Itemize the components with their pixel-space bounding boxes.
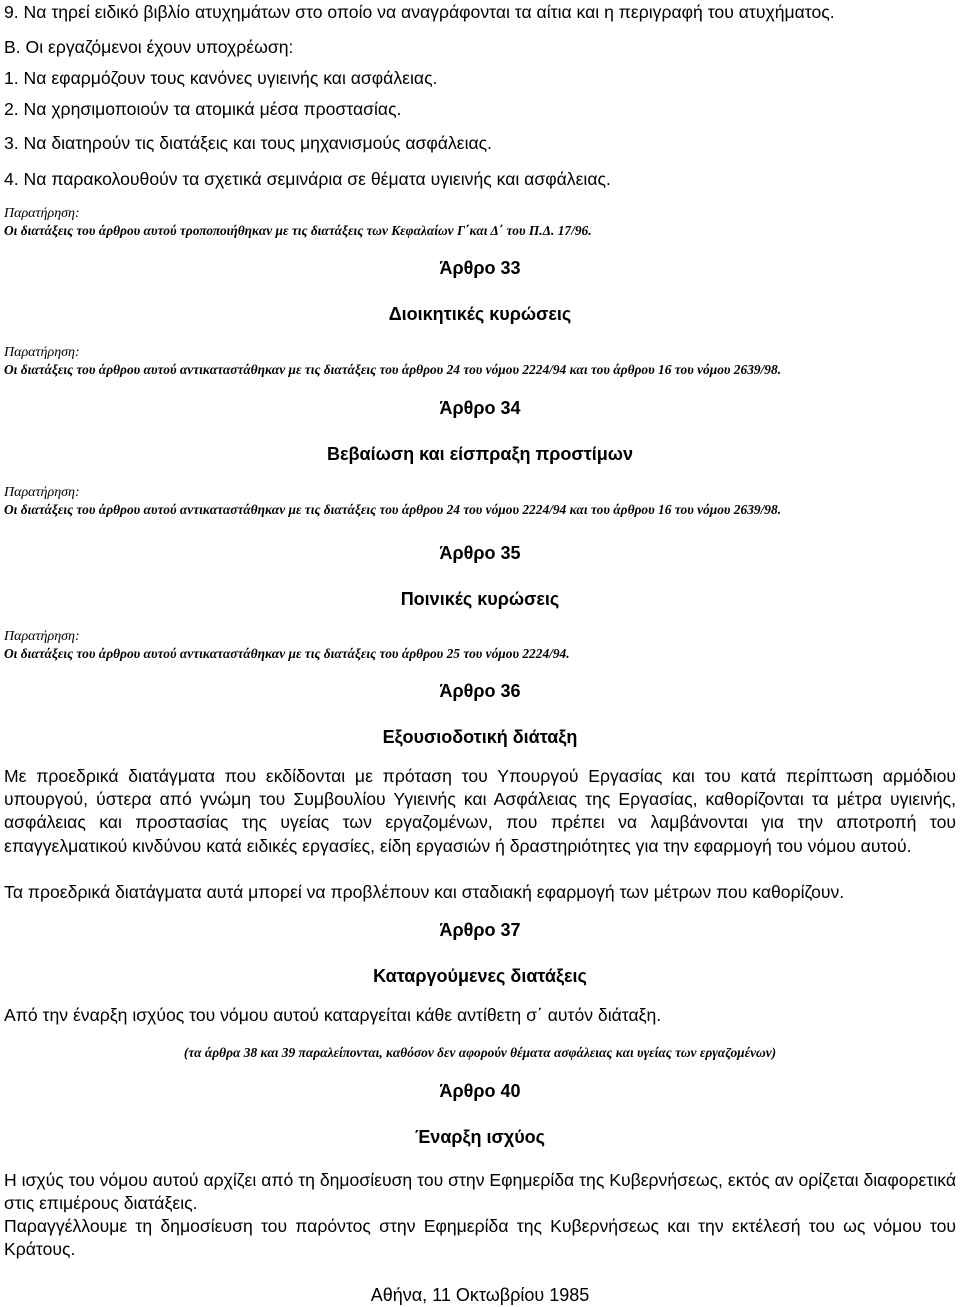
- article-title: Βεβαίωση και είσπραξη προστίμων: [327, 444, 633, 464]
- list-item-3: 3. Να διατηρούν τις διατάξεις και τους μηχανισμούς ασφάλειας.: [4, 133, 493, 153]
- article-title: Διοικητικές κυρώσεις: [388, 304, 572, 324]
- article-number: Άρθρο 33: [439, 258, 521, 278]
- list-item-2: 2. Να χρησιμοποιούν τα ατομικά μέσα προστασίας.: [4, 99, 402, 119]
- observation-text: Οι διατάξεις του άρθρου αυτού αντικαταστάθηκαν με τις διατάξεις του άρθρου 25 του νόμου 2224/94.: [4, 646, 570, 661]
- article-title: Εξουσιοδοτική διάταξη: [382, 727, 578, 747]
- observation-label: Παρατήρηση:: [4, 206, 80, 221]
- article-title: Έναρξη ισχύος: [414, 1127, 546, 1147]
- article-number: Άρθρο 37: [439, 920, 521, 940]
- article-number: Άρθρο 40: [439, 1081, 521, 1101]
- article-37-paragraph: Από την έναρξη ισχύος του νόμου αυτού καταργείται κάθε αντίθετη σ΄ αυτόν διάταξη.: [4, 1005, 662, 1025]
- section-b-heading: Β. Οι εργαζόμενοι έχουν υποχρέωση:: [4, 37, 294, 57]
- article-title: Καταργούμενες διατάξεις: [373, 966, 587, 986]
- list-item-4: 4. Να παρακολουθούν τα σχετικά σεμινάρια σε θέματα υγιεινής και ασφάλειας.: [4, 169, 611, 189]
- observation-text: Οι διατάξεις του άρθρου αυτού αντικαταστάθηκαν με τις διατάξεις του άρθρου 24 του νόμου 2224/94 και του άρθρου 16 του νόμου 2639/98.: [4, 502, 782, 517]
- observation-label: Παρατήρηση:: [4, 345, 80, 360]
- omitted-articles-note: (τα άρθρα 38 και 39 παραλείπονται, καθόσον δεν αφορούν θέματα ασφάλειας και υγείας των εργαζομένων): [183, 1045, 777, 1060]
- observation-label: Παρατήρηση:: [4, 485, 80, 500]
- observation-text: Οι διατάξεις του άρθρου αυτού τροποποιήθηκαν με τις διατάξεις των Κεφαλαίων Γ΄και Δ΄ του Π.Δ. 17/96.: [4, 223, 592, 238]
- list-item-1: 1. Να εφαρμόζουν τους κανόνες υγιεινής και ασφάλειας.: [4, 68, 438, 88]
- signature-date: Αθήνα, 11 Οκτωβρίου 1985: [370, 1285, 590, 1305]
- observation-label: Παρατήρηση:: [4, 629, 80, 644]
- list-item-9: 9. Να τηρεί ειδικό βιβλίο ατυχημάτων στο οποίο να αναγράφονται τα αίτια και η περιγραφή του ατυχήματος.: [4, 2, 835, 22]
- article-number: Άρθρο 36: [439, 681, 521, 701]
- article-number: Άρθρο 35: [439, 543, 521, 563]
- article-title: Ποινικές κυρώσεις: [400, 589, 560, 609]
- article-40-paragraph-1: Η ισχύς του νόμου αυτού αρχίζει από τη δημοσίευση του στην Εφημερίδα της Κυβερνήσεως, εκτός αν ορίζεται διαφορετικά στις επιμέρους διατάξεις.: [4, 1170, 956, 1214]
- article-number: Άρθρο 34: [439, 398, 521, 418]
- article-36-paragraph-1: Με προεδρικά διατάγματα που εκδίδονται με πρόταση του Υπουργού Εργασίας και του κατά περίπτωση αρμόδιου υπουργού, ύστερα από γνώμη του Συμβουλίου Υγιεινής και Ασφάλειας της Εργασίας, καθορίζονται τα μέτρα υγιεινής, ασφάλειας και προστασίας της υγείας των εργαζομένων, που πρέπει να λαμβάνονται για την αποτροπή του επαγγελματικού κινδύνου κατά ειδικές εργασίες, είδη εργασιών ή δραστηριότητες για την εφαρμογή του νόμου αυτού.: [4, 766, 956, 856]
- article-36-paragraph-2: Τα προεδρικά διατάγματα αυτά μπορεί να προβλέπουν και σταδιακή εφαρμογή των μέτρων που καθορίζουν.: [4, 882, 845, 902]
- article-40-paragraph-2: Παραγγέλλουμε τη δημοσίευση του παρόντος στην Εφημερίδα της Κυβερνήσεως και την εκτέλεσή του ως νόμου του Κράτους.: [4, 1216, 956, 1260]
- observation-text: Οι διατάξεις του άρθρου αυτού αντικαταστάθηκαν με τις διατάξεις του άρθρου 24 του νόμου 2224/94 και του άρθρου 16 του νόμου 2639/98.: [4, 362, 782, 377]
